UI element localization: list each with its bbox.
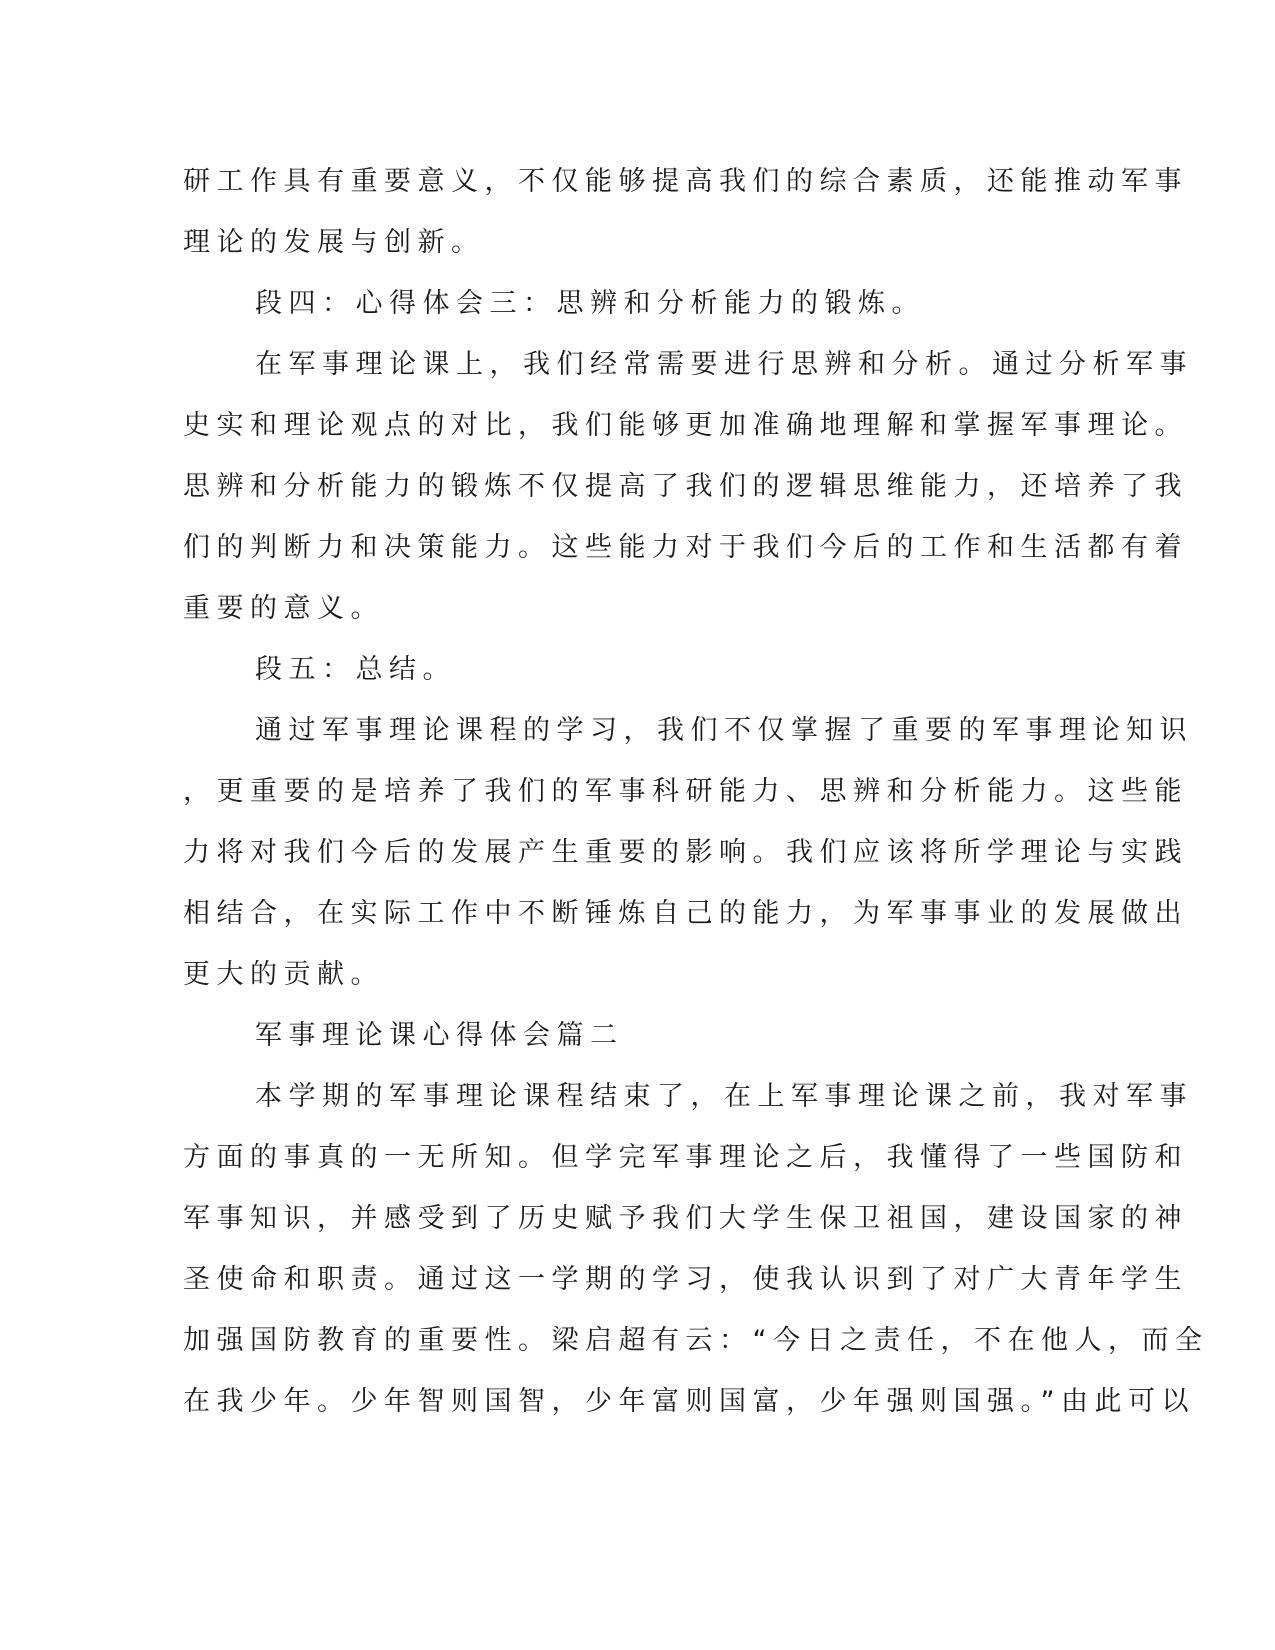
text-line: 理论的发展与创新。 [183,227,485,258]
text-line: 方面的事真的一无所知。但学完军事理论之后，我懂得了一些国防和 [183,1142,1188,1173]
text-line: 圣使命和职责。通过这一学期的学习，使我认识到了对广大青年学生 [183,1264,1188,1295]
text-line: 军事知识，并感受到了历史赋予我们大学生保卫祖国，建设国家的神 [183,1203,1188,1234]
text-line: 力将对我们今后的发展产生重要的影响。我们应该将所学理论与实践 [183,837,1188,868]
section-heading: 段四：心得体会三：思辨和分析能力的锻炼。 [255,288,925,319]
text-line: 相结合，在实际工作中不断锤炼自己的能力，为军事事业的发展做出 [183,898,1188,929]
text-line: 重要的意义。 [183,593,384,624]
text-line: 们的判断力和决策能力。这些能力对于我们今后的工作和生活都有着 [183,532,1188,563]
text-line: 更大的贡献。 [183,959,384,990]
document-body [183,158,1209,1439]
article-title: 军事理论课心得体会篇二 [255,1020,624,1051]
text-line: 研工作具有重要意义，不仅能够提高我们的综合素质，还能推动军事 [183,166,1188,197]
text-line: 通过军事理论课程的学习，我们不仅掌握了重要的军事理论知识 [255,715,1193,746]
text-line: 加强国防教育的重要性。梁启超有云：“今日之责任，不在他人，而全 [183,1325,1209,1356]
section-heading: 段五：总结。 [255,654,456,685]
text-line: 在军事理论课上，我们经常需要进行思辨和分析。通过分析军事 [255,349,1193,380]
text-line: 在我少年。少年智则国智，少年富则国富，少年强则国强。”由此可以 [183,1386,1195,1417]
text-line: 思辨和分析能力的锻炼不仅提高了我们的逻辑思维能力，还培养了我 [183,471,1188,502]
text-line: ，更重要的是培养了我们的军事科研能力、思辨和分析能力。这些能 [183,776,1188,807]
text-line: 本学期的军事理论课程结束了，在上军事理论课之前，我对军事 [255,1081,1193,1112]
text-line: 史实和理论观点的对比，我们能够更加准确地理解和掌握军事理论。 [183,410,1188,441]
